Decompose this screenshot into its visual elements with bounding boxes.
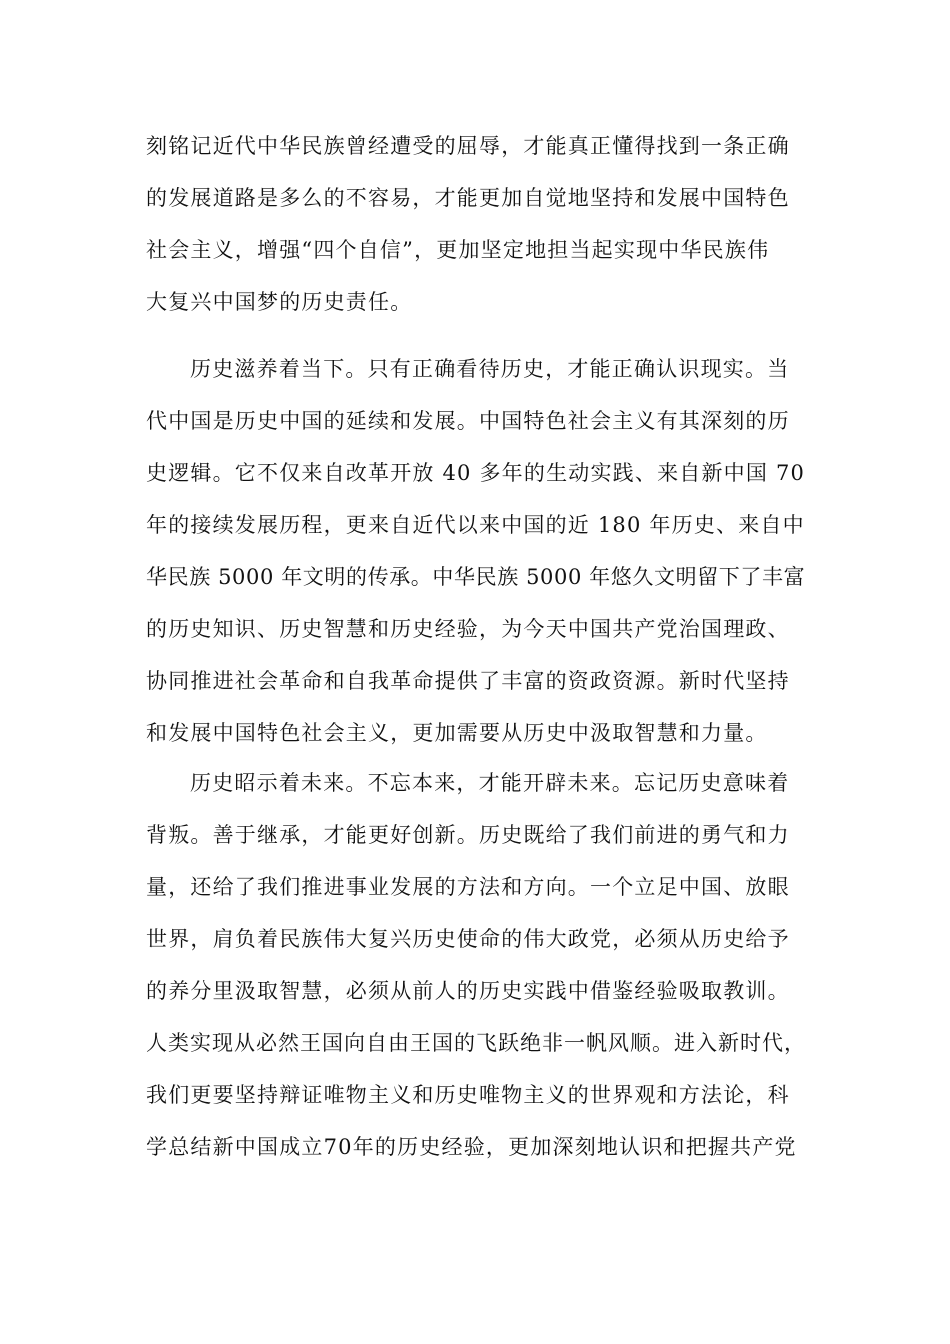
paragraph-line: 学总结新中国成立70年的历史经验，更加深刻地认识和把握共产党 xyxy=(146,1135,797,1159)
paragraph-line: 年的接续发展历程，更来自近代以来中国的近 180 年历史、来自中 xyxy=(146,513,805,537)
paragraph-line: 大复兴中国梦的历史责任。 xyxy=(146,290,413,314)
paragraph-line: 的发展道路是多么的不容易，才能更加自觉地坚持和发展中国特色 xyxy=(146,186,790,210)
paragraph-3 xyxy=(146,757,806,1173)
paragraph-line: 代中国是历史中国的延续和发展。中国特色社会主义有其深刻的历 xyxy=(146,409,790,433)
paragraph-line: 社会主义，增强“四个自信”，更加坚定地担当起实现中华民族伟 xyxy=(146,238,770,262)
paragraph-line: 量，还给了我们推进事业发展的方法和方向。一个立足中国、放眼 xyxy=(146,875,790,899)
paragraph-line: 和发展中国特色社会主义，更加需要从历史中汲取智慧和力量。 xyxy=(146,721,768,745)
paragraph-line: 历史昭示着未来。不忘本来，才能开辟未来。忘记历史意味着 xyxy=(190,771,790,795)
paragraph-line: 史逻辑。它不仅来自改革开放 40 多年的生动实践、来自新中国 70 xyxy=(146,461,806,485)
paragraph-line: 人类实现从必然王国向自由王国的飞跃绝非一帆风顺。进入新时代， xyxy=(146,1031,806,1055)
paragraph-1 xyxy=(146,120,806,328)
paragraph-line: 世界，肩负着民族伟大复兴历史使命的伟大政党，必须从历史给予 xyxy=(146,927,790,951)
paragraph-line: 华民族 5000 年文明的传承。中华民族 5000 年悠久文明留下了丰富 xyxy=(146,565,806,589)
paragraph-line: 刻铭记近代中华民族曾经遭受的屈辱，才能真正懂得找到一条正确 xyxy=(146,134,790,158)
paragraph-line: 我们更要坚持辩证唯物主义和历史唯物主义的世界观和方法论，科 xyxy=(146,1083,790,1107)
paragraph-line: 历史滋养着当下。只有正确看待历史，才能正确认识现实。当 xyxy=(190,357,790,381)
paragraph-line: 背叛。善于继承，才能更好创新。历史既给了我们前进的勇气和力 xyxy=(146,823,790,847)
paragraph-line: 的历史知识、历史智慧和历史经验，为今天中国共产党治国理政、 xyxy=(146,617,790,641)
paragraph-2 xyxy=(146,343,806,759)
paragraph-line: 的养分里汲取智慧，必须从前人的历史实践中借鉴经验吸取教训。 xyxy=(146,979,790,1003)
paragraph-line: 协同推进社会革命和自我革命提供了丰富的资政资源。新时代坚持 xyxy=(146,669,790,693)
